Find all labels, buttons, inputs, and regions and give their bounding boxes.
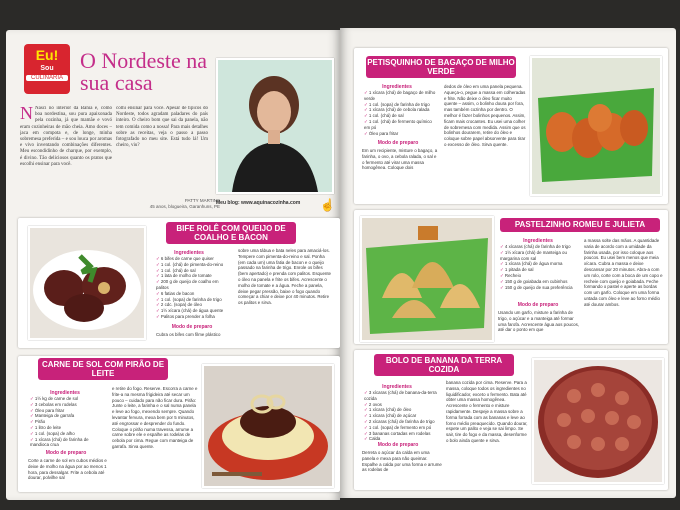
intro-text: N Nasci no interior da Bahia e, como boa nordestina, sou pura apaixonada pela cozinha, já que mamãe e vovó eram cozinheiras de mão cheia. Amo doces – jaca em compota e, de longe, minha sobremesa preferida – e sou louca por aromas e vivo inventando combinações diferentes. Meu escondidinho de charque, por exemplo, é divino. Tão deliciosos quanto os pratos que escolhi ensinar para você.: [20, 106, 112, 167]
pastel-ingredient: ✓ 150 g de queijo de sua preferência: [500, 285, 580, 291]
carne-ingredient: ✓ Óleo para fritar: [30, 408, 106, 414]
bolo-ingredient: ✓ 1 xícara (chá) de óleo: [364, 407, 442, 413]
pastel-photo: [360, 216, 494, 342]
bife-prep-label: Modo de preparo: [171, 324, 213, 330]
bife-ingredient: ✓ 1 lata de molho de tomate: [156, 273, 232, 279]
carne-photo: [202, 364, 334, 488]
peti-ingredients: [364, 90, 438, 136]
bolo-ingredient: ✓ Calda: [364, 436, 442, 440]
carne-method: e retire do fogo. Reserve. Escorra a carne e frite-a na mesma frigideira até secar um pouco – cuidado para não ficar dura. Pirão: Junte o leite, a farinha e o sal numa panela e leve ao fogo, mexendo sempre. Quando levantar fervura, mexa bem por 5 minutos, até engrossar e desprender do fundo. Coloque o pirão numa travessa, arrume a carne sobre ele e espalhe as rodelas de cebola por cima. Regue com manteiga de garrafa. Sirva quente.: [112, 386, 198, 449]
carne-ingredient: ✓ 1 col. (sopa) de alho: [30, 431, 106, 437]
author-info: 45 anos, blogueira, Garanhuns, PE: [149, 204, 220, 209]
bolo-ingredient: ✓ 3 bananas cortadas em rodelas: [364, 431, 442, 437]
cursor-icon: ☝: [320, 198, 335, 212]
right-page: [340, 28, 676, 498]
carne-ingredient: ✓ Pirão: [30, 419, 106, 425]
bolo-prep-label: Modo de preparo: [377, 442, 419, 448]
carne-title: CARNE DE SOL COM PIRÃO DE LEITE: [38, 358, 168, 380]
dropcap: N: [20, 106, 33, 123]
pastel-ingredient: ✓ 4 xícaras (chá) de farinha de trigo: [500, 244, 580, 250]
bife-ingredient: ✓ 2 cdc. (sopa) de óleo: [156, 302, 232, 308]
bolo-prep: Derreta o açúcar da calda em uma panela e mexa para não queimar. Espalhe a calda por uma forma e arrume as rodelas de: [362, 450, 442, 473]
logo-text: Eu!: [35, 47, 59, 63]
bife-ingredient: ✓ 1 col. (chá) de sal: [156, 268, 232, 274]
carne-ingredients: [30, 396, 106, 448]
carne-ingredient: ✓ 1 xícara (chá) de farinha de mandioca crua: [30, 437, 106, 448]
author-name: PATTY MARTINS: [184, 198, 220, 203]
peti-ingredient: ✓ 1 xícara (chá) de cebola ralada: [364, 107, 438, 113]
intro-text-2: colhi ensinar para você. Apesar de típicos do Nordeste, todos agradam paladares do país inteiro. O cheiro bom que sai da panela, não tem comida como a nossa! Para mais detalhes sobre as receitas, veja o passo a passo fotografado no meu site. Está tudo lá! Um cheiro, viu?: [116, 106, 208, 149]
peti-title: PETISQUINHO DE BAGAÇO DE MILHO VERDE: [367, 58, 515, 76]
peti-ingredient: ✓ 1 xícara (chá) de bagaço de milho verde: [364, 90, 438, 102]
peti-ingredient: ✓ 1 col. (sopa) de farinha de trigo: [364, 102, 438, 108]
pastel-ingredient: ✓ 1 xícara (chá) de água morna: [500, 261, 580, 267]
page-title: O Nordeste na sua casa: [80, 48, 208, 95]
pastel-prep-label: Modo de preparo: [517, 302, 559, 308]
bife-ingredient: ✓ 6 fatias de bacon: [156, 291, 232, 297]
bife-ingredient: ✓ Palitos para prender a folha: [156, 314, 232, 320]
pastel-ingredient: ✓ 1 pitada de sal: [500, 267, 580, 273]
peti-ing-label: Ingredientes: [382, 84, 412, 90]
bife-ingredients: [156, 256, 232, 320]
bolo-ingredient: ✓ 1 col. (sopa) de fermento em pó: [364, 425, 442, 431]
section-tag: CULINÁRIA: [26, 75, 68, 81]
peti-prep-label: Modo de preparo: [377, 140, 419, 146]
bolo-ingredient: ✓ 2 xícaras (chá) de farinha de trigo: [364, 419, 442, 425]
bolo-ingredient: ✓ 2 ovos: [364, 402, 442, 408]
carne-ingredient: ✓ 3 cebolas em rodelas: [30, 402, 106, 408]
logo-mid: Sou: [40, 65, 54, 72]
bife-ingredient: ✓ 1 col. (sopa) de farinha de trigo: [156, 297, 232, 303]
peti-prep: Em um recipiente, misture o bagaço, a farinha, o ovo, a cebola ralada, o sal e o fermento até virar uma massa homogênea. Coloque dois: [362, 148, 438, 171]
carne-ing-label: Ingredientes: [50, 390, 80, 396]
carne-ingredient: ✓ 1½ kg de carne de sol: [30, 396, 106, 402]
pastel-ingredient: ✓ 1½ xícara (chá) de manteiga ou margarina com sal: [500, 250, 580, 262]
bife-ingredient: ✓ 1 col. (chá) de pimenta-do-reino: [156, 262, 232, 268]
bife-prep: Cubra os bifes com filme plástico: [156, 332, 221, 337]
peti-ingredient: ✓ 1 col. (chá) de fermento químico em pó: [364, 119, 438, 131]
bolo-ingredients: [364, 390, 442, 440]
bife-ingredient: ✓ 200 g de queijo de coalho em palitos: [156, 279, 232, 291]
bife-title: BIFE ROLÊ COM QUEIJO DE COALHO E BACON: [166, 222, 296, 244]
bife-ingredient: ✓ 1½ xícara (chá) de água quente: [156, 308, 232, 314]
pastel-method: a massa solte das mãos. A quantidade varia de acordo com a umidade da farinha usada, por isso coloque aos poucos. Eu usei bem menos que meia xícara. Cubra a massa e deixe descansar por 20 minutos. Abra-a com um rolo, corte com a boca de um copo e recheie com queijo e goiabada. Feche formando o pastel e aperte as bordas com um garfo. Coloque em uma forma untada com óleo e leve ao forno médio até dourar ambos.: [584, 238, 663, 307]
pastel-ingredient: ✓ Recheio: [500, 273, 580, 279]
peti-method: dedos de óleo em uma panela pequena. Aqueça-o, pegue a massa em colheradas e frite. Não deixe o óleo ficar muito quente – assim, o bolinho doura por fora, mas também cozinha por dentro. O melhor é fazer bolinhos pequenos. Assim, ficam mais crocantes. Eu usei uma colher de sobremesa com medida. Assim que os bolinhos dourarem, retire do óleo e coloque sobre papel absorvente para tirar o excesso de óleo. Sirva quente.: [444, 84, 526, 147]
peti-ingredient: ✓ 1 col. (chá) de sal: [364, 113, 438, 119]
author-photo: [216, 58, 334, 194]
bolo-photo: [532, 358, 664, 484]
bolo-ingredient: ✓ 3 xícaras (chá) de banana-da-terra cozida: [364, 390, 442, 402]
bife-method: sobre uma tábua e bata neles para amaciá-los. Tempere com pimenta-do-reino e sal. Ponha (em cada um) uma fatia de bacon e o queijo passado na farinha de trigo. Enrole os bifes (bem apertado) e prenda com palitos. Esquente o óleo na panela e frite os bifes. Acrescente o molho de tomate e a água. Feche a panela, deixe pegar pressão, baixe o fogo quando começar a chiar e deixe por 40 minutos. Retire os palitos e sirva.: [238, 248, 331, 306]
pastel-ing-label: Ingredientes: [523, 238, 553, 244]
bife-ingredient: ✓ 6 bifes de carne que quiser: [156, 256, 232, 262]
bife-ing-label: Ingredientes: [174, 250, 204, 256]
bolo-ing-label: Ingredientes: [382, 384, 412, 390]
pastel-title: PASTELZINHO ROMEU E JULIETA: [500, 218, 660, 232]
carne-prep-label: Modo de preparo: [45, 450, 87, 456]
blog-link[interactable]: Meu blog: www.aquinacozinha.com: [216, 200, 301, 206]
pastel-ingredients: [500, 244, 580, 300]
pastel-ingredient: ✓ 150 g de goiabada em cubinhos: [500, 279, 580, 285]
bolo-ingredient: ✓ 1 xícara (chá) de açúcar: [364, 413, 442, 419]
left-page: [6, 30, 340, 500]
peti-ingredient: ✓ Óleo para fritar: [364, 131, 438, 136]
pastel-prep: Usando um garfo, misture a farinha de trigo, o açúcar e a manteiga até formar uma farofa. Acrescente água aos poucos, até dar o ponto em que: [498, 310, 580, 333]
carne-ingredient: ✓ Manteiga de garrafa: [30, 413, 106, 419]
magazine-logo: [24, 44, 70, 94]
bolo-title: BOLO DE BANANA DA TERRA COZIDA: [374, 354, 514, 376]
bolo-method: banana cozida por cima. Reserve. Para a massa, coloque todos os ingredientes no liquidificador, exceto o fermento. Bata até obter uma massa homogênea. Acrescente o fermento e misture rapidamente. Despeje a massa sobre a forma forrada com as bananas e leve ao forno médio preaquecido. Quando dourar, espete um palito e veja se sai limpo. Se sair, tire do fogo e da massa, desenforme o bolo ainda quente e sirva.: [446, 380, 528, 443]
bife-photo: [28, 226, 146, 340]
carne-prep: Corte a carne de sol em cubos médios e deixe de molho na água por ao menos 1 hora, para dessalgar. Frite a cebola até dourar, polvilhe sal: [28, 458, 107, 481]
peti-photo: [530, 56, 662, 196]
carne-ingredient: ✓ 1 litro de leite: [30, 425, 106, 431]
